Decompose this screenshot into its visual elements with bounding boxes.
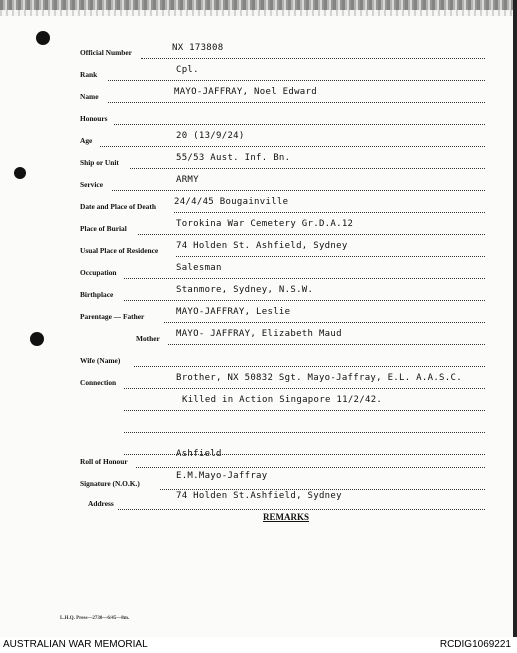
field-father	[0, 307, 517, 327]
field-label: Connection	[80, 378, 117, 387]
field-label: Usual Place of Residence	[80, 246, 159, 255]
field-usual-residence	[0, 241, 517, 261]
field-label: Service	[80, 180, 103, 189]
field-label: Place of Burial	[80, 224, 127, 233]
field-value: Cpl.	[176, 65, 199, 75]
field-value: 74 Holden St.Ashfield, Sydney	[176, 491, 342, 501]
field-connection-line-2	[0, 395, 517, 415]
field-label: Ship or Unit	[80, 158, 119, 167]
dotted-line	[134, 366, 485, 367]
field-address	[0, 489, 517, 509]
field-mother	[0, 329, 517, 349]
field-wife	[0, 351, 517, 371]
field-label: Date and Place of Death	[80, 202, 156, 211]
dotted-line	[118, 509, 485, 510]
scan-top-edge-shadow	[0, 10, 517, 16]
field-signature-nok	[0, 469, 517, 489]
dotted-line	[141, 58, 485, 59]
field-label: Occupation	[80, 268, 117, 277]
dotted-line	[124, 300, 485, 301]
field-official-number	[0, 43, 517, 63]
archive-footer	[0, 637, 517, 653]
field-label: Birthplace	[80, 290, 114, 299]
field-label: Age	[80, 136, 93, 145]
field-rank	[0, 65, 517, 85]
dotted-line	[108, 102, 485, 103]
dotted-line	[138, 234, 485, 235]
dotted-line	[114, 124, 485, 125]
dotted-line	[124, 410, 485, 411]
field-label: Honours	[80, 114, 108, 123]
field-label: Official Number	[80, 48, 132, 57]
dotted-line	[108, 80, 485, 81]
field-value: 20 (13/9/24)	[176, 131, 245, 141]
field-connection-line-3	[0, 417, 517, 437]
field-value: NX 173808	[172, 43, 224, 53]
field-occupation	[0, 263, 517, 283]
dotted-line	[124, 388, 485, 389]
field-label: Rank	[80, 70, 98, 79]
field-place-of-burial	[0, 219, 517, 239]
field-value: Ashfield	[176, 449, 222, 459]
field-value: 74 Holden St. Ashfield, Sydney	[176, 241, 348, 251]
field-label: Signature (N.O.K.)	[80, 479, 140, 488]
field-date-place-of-death	[0, 197, 517, 217]
field-value: Killed in Action Singapore 11/2/42.	[182, 395, 383, 405]
print-code: L.H.Q. Press—2730—6/45—8m.	[60, 616, 130, 621]
field-label: Wife (Name)	[80, 356, 121, 365]
field-roll-of-honour	[0, 447, 517, 467]
dotted-line	[124, 278, 485, 279]
field-label: Parentage — Father	[80, 312, 145, 321]
dotted-line	[176, 256, 485, 257]
field-value: 24/4/45 Bougainville	[174, 197, 289, 207]
field-name	[0, 87, 517, 107]
field-value: 55/53 Aust. Inf. Bn.	[176, 153, 291, 163]
field-age	[0, 131, 517, 151]
dotted-line	[164, 322, 485, 323]
remarks-heading: REMARKS	[263, 512, 310, 522]
field-value: ARMY	[176, 175, 199, 185]
scan-top-edge	[0, 0, 517, 10]
field-label: Mother	[136, 334, 160, 343]
field-label: Roll of Honour	[80, 457, 128, 466]
dotted-line	[100, 146, 485, 147]
dotted-line	[112, 190, 485, 191]
field-value: Torokina War Cemetery Gr.D.A.12	[176, 219, 354, 229]
field-value: MAYO-JAFFRAY, Noel Edward	[174, 87, 317, 97]
field-value: E.M.Mayo-Jaffray	[176, 471, 268, 481]
field-value: MAYO-JAFFRAY, Leslie	[176, 307, 291, 317]
field-label: Name	[80, 92, 99, 101]
field-connection	[0, 373, 517, 393]
field-honours	[0, 109, 517, 129]
dotted-line	[136, 467, 485, 468]
field-service	[0, 175, 517, 195]
dotted-line	[168, 344, 485, 345]
record-id: RCDIG1069221	[439, 639, 511, 650]
field-ship-or-unit	[0, 153, 517, 173]
dotted-line	[124, 432, 485, 433]
archive-name: AUSTRALIAN WAR MEMORIAL	[3, 639, 148, 650]
field-label: Address	[88, 499, 114, 508]
field-value: MAYO- JAFFRAY, Elizabeth Maud	[176, 329, 342, 339]
field-value: Brother, NX 50832 Sgt. Mayo-Jaffray, E.L. A.A.S.C.	[176, 373, 462, 383]
field-value: Stanmore, Sydney, N.S.W.	[176, 285, 314, 295]
dotted-line	[174, 212, 485, 213]
field-birthplace	[0, 285, 517, 305]
dotted-line	[130, 168, 485, 169]
field-value: Salesman	[176, 263, 222, 273]
